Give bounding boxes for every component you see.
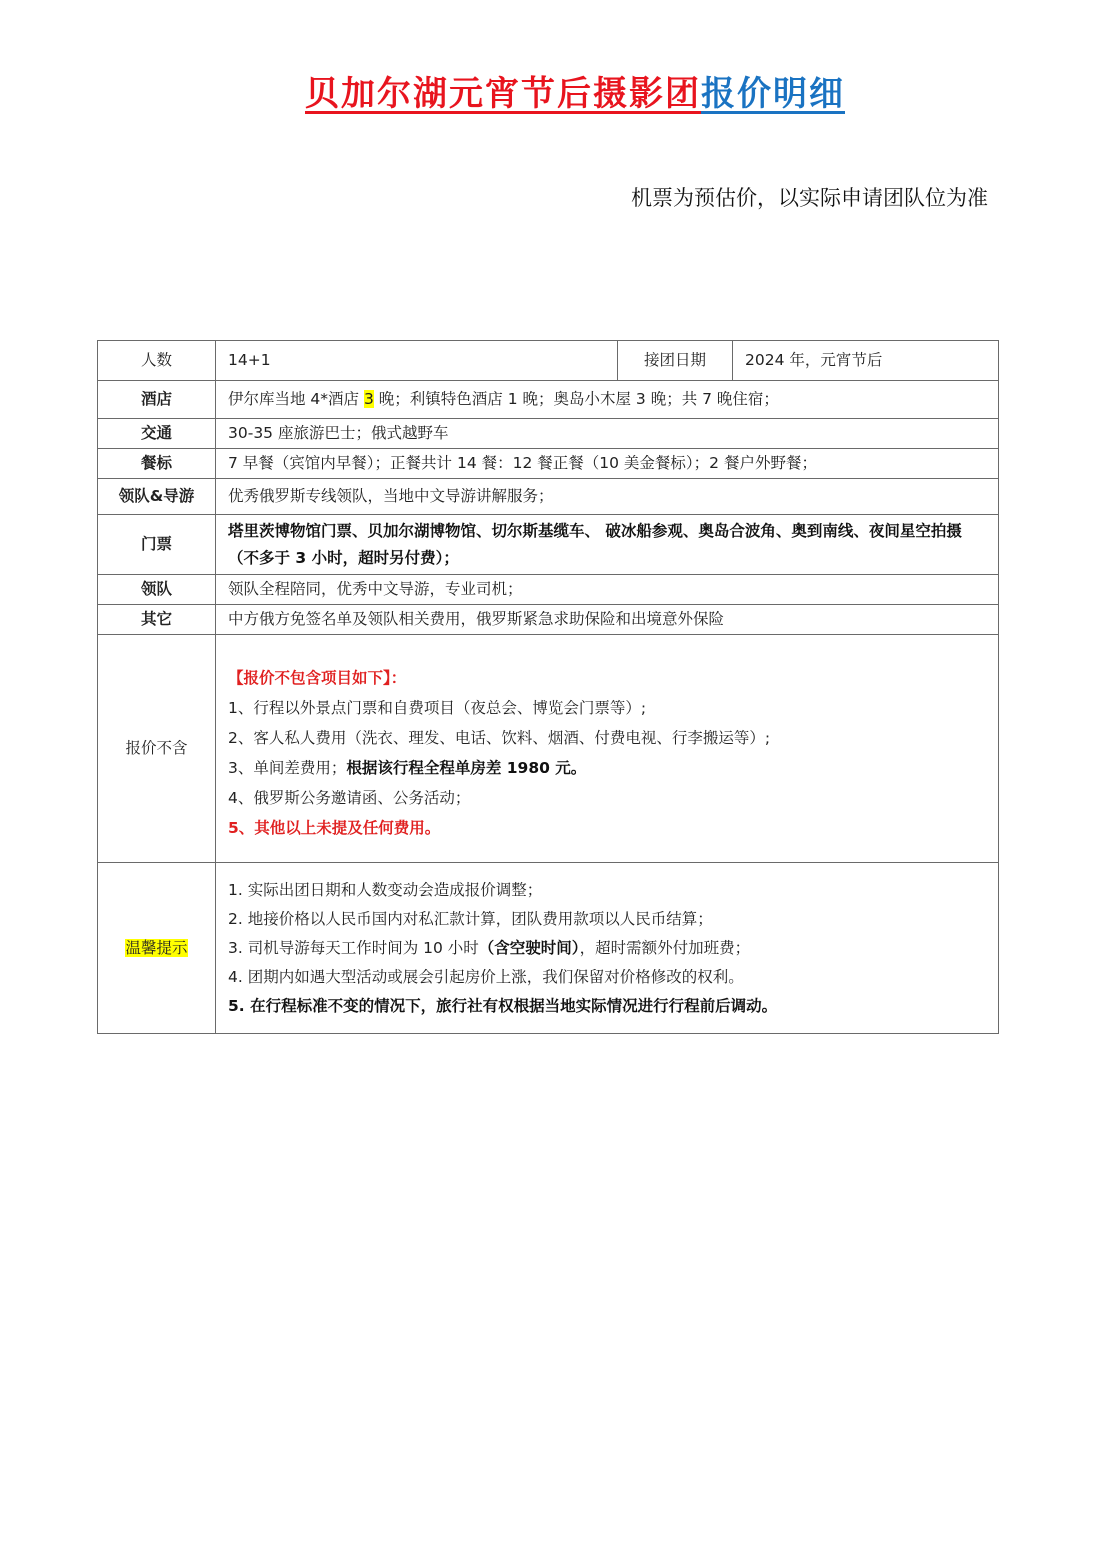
date-label: 接团日期 [618, 341, 733, 381]
excluded-item: 4、俄罗斯公务邀请函、公务活动； [228, 789, 471, 807]
tip3-before: 3. 司机导游每天工作时间为 10 小时 [228, 938, 479, 957]
page-title [0, 66, 1100, 122]
meals-value: 7 早餐（宾馆内早餐）；正餐共计 14 餐：12 餐正餐（10 美金餐标）；2 餐户外野餐； [216, 449, 999, 479]
excluded-heading: 【报价不包含项目如下】： [228, 669, 407, 687]
transport-value: 30-35 座旅游巴士；俄式越野车 [216, 419, 999, 449]
excluded-item [228, 753, 986, 783]
excluded-item: 1、行程以外景点门票和自费项目（夜总会、博览会门票等）; [228, 699, 647, 717]
title-main: 贝加尔湖元宵节后摄影团 [305, 74, 701, 114]
airfare-note: 机票为预估价，以实际申请团队位为准 [631, 186, 988, 210]
tip3-bold: （含空驶时间） [478, 938, 580, 957]
hotel-value [216, 381, 999, 419]
table-row [98, 515, 999, 575]
excluded-item: 5、其他以上未提及任何费用。 [228, 819, 441, 837]
tip3-after: ，超时需额外付加班费； [579, 938, 751, 957]
excluded-list [216, 635, 999, 863]
leader-value: 领队全程陪同，优秀中文导游，专业司机； [216, 575, 999, 605]
tickets-label: 门票 [98, 515, 216, 575]
table-row [98, 863, 999, 1034]
table-row [98, 605, 999, 635]
table-row [98, 635, 999, 863]
hotel-label: 酒店 [98, 381, 216, 419]
tickets-value: 塔里茨博物馆门票、贝加尔湖博物馆、切尔斯基缆车、 破冰船参观、奥岛合波角、奥到南线、夜间星空拍摄（不多于 3 小时，超时另付费）； [216, 515, 999, 575]
tip-item: 4. 团期内如遇大型活动或展会引起房价上涨，我们保留对价格修改的权利。 [228, 967, 744, 986]
excluded-label: 报价不含 [98, 635, 216, 863]
tip-item: 1. 实际出团日期和人数变动会造成报价调整； [228, 880, 543, 899]
tips-list [216, 863, 999, 1034]
tips-label-cell [98, 863, 216, 1034]
hotel-nights-highlight: 3 [363, 390, 374, 408]
table-row [98, 449, 999, 479]
table-row [98, 381, 999, 419]
table-row [98, 479, 999, 515]
people-label: 人数 [98, 341, 216, 381]
tip-item: 2. 地接价格以人民币国内对私汇款计算，团队费用款项以人民币结算； [228, 909, 713, 928]
tip-item: 5. 在行程标准不变的情况下，旅行社有权根据当地实际情况进行行程前后调动。 [228, 996, 778, 1015]
hotel-text-before: 伊尔库当地 4*酒店 [228, 390, 364, 408]
excluded-item3-bold: 根据该行程全程单房差 1980 元。 [346, 759, 587, 777]
tip-item [228, 934, 986, 963]
leader-label: 领队 [98, 575, 216, 605]
transport-label: 交通 [98, 419, 216, 449]
excluded-item: 2、客人私人费用（洗衣、理发、电话、饮料、烟酒、付费电视、行李搬运等）; [228, 729, 771, 747]
meals-label: 餐标 [98, 449, 216, 479]
table-row [98, 341, 999, 381]
table-row [98, 419, 999, 449]
leader-guide-label: 领队&导游 [98, 479, 216, 515]
title-suffix: 报价明细 [701, 74, 845, 114]
people-value: 14+1 [216, 341, 618, 381]
quote-table [97, 340, 999, 1034]
table-row [98, 575, 999, 605]
other-label: 其它 [98, 605, 216, 635]
hotel-text-after: 晚；利镇特色酒店 1 晚；奥岛小木屋 3 晚；共 7 晚住宿； [373, 390, 779, 408]
excluded-item3-plain: 3、单间差费用； [228, 759, 347, 777]
leader-guide-value: 优秀俄罗斯专线领队，当地中文导游讲解服务； [216, 479, 999, 515]
other-value: 中方俄方免签名单及领队相关费用，俄罗斯紧急求助保险和出境意外保险 [216, 605, 999, 635]
date-value: 2024 年，元宵节后 [733, 341, 999, 381]
tips-label: 温馨提示 [125, 938, 188, 957]
